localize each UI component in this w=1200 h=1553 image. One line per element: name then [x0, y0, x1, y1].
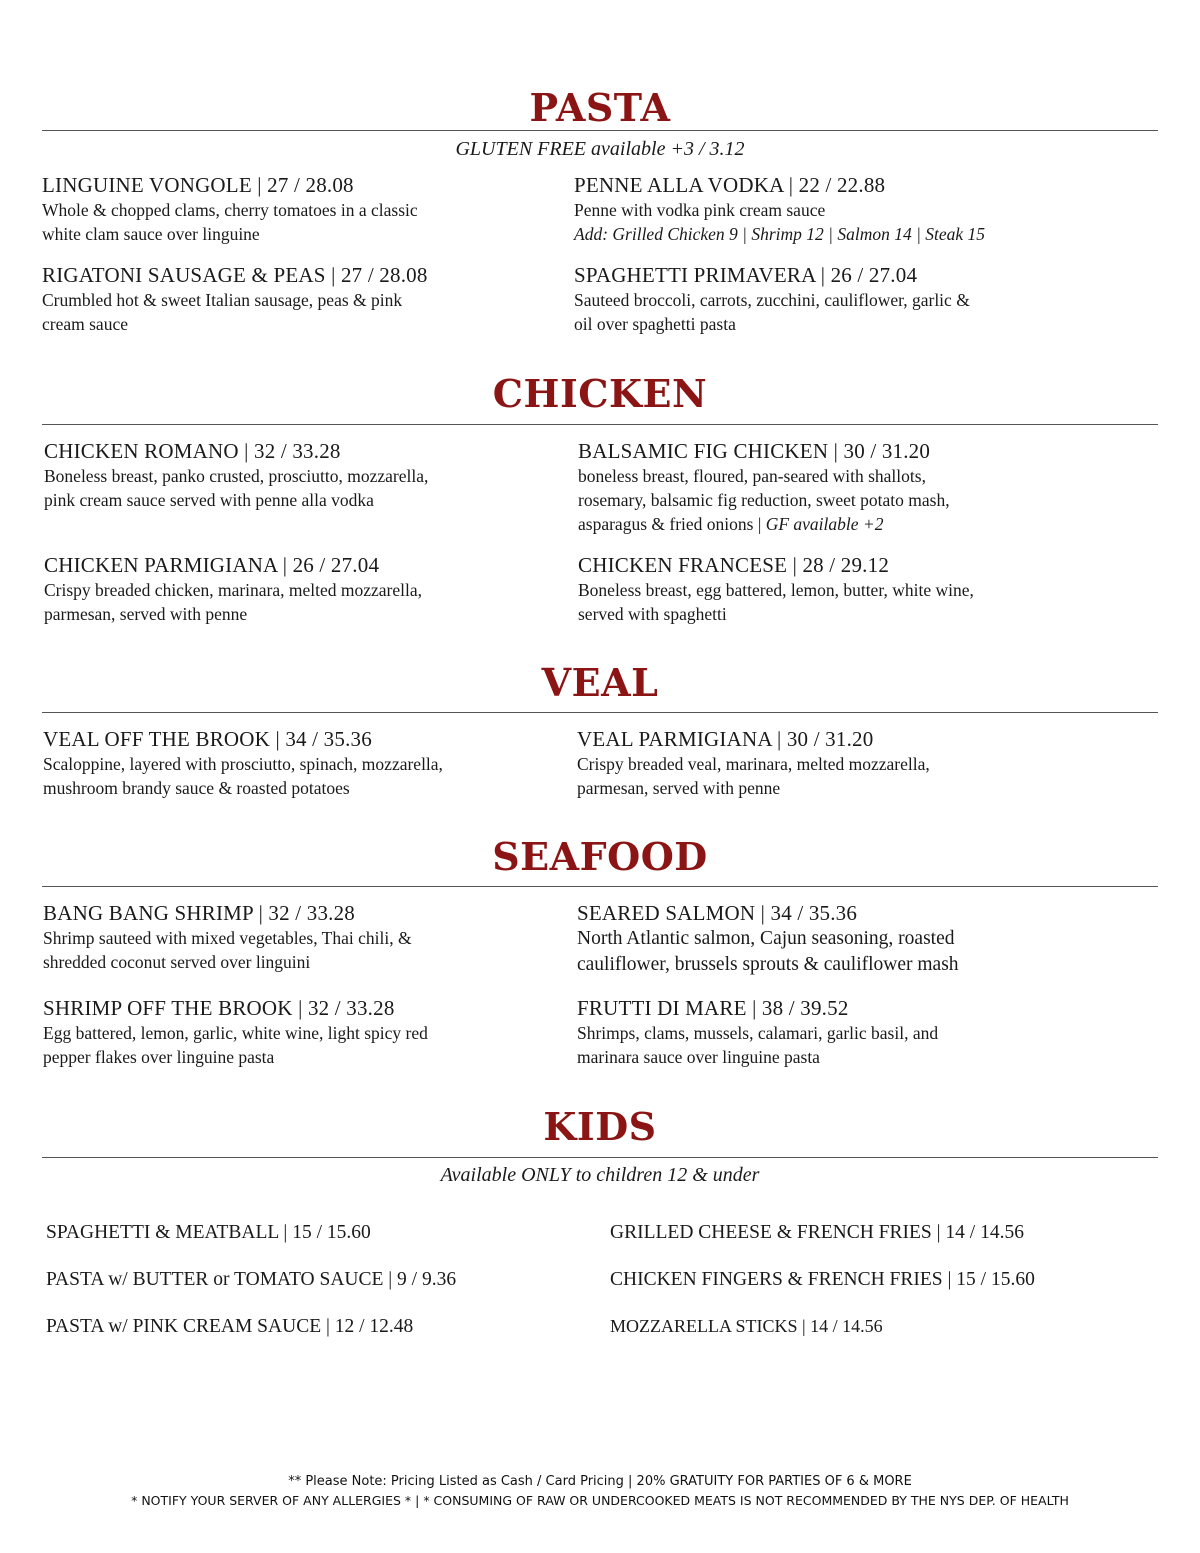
menu-item-chicken-francese	[578, 552, 974, 626]
item-description: cream sauce	[42, 314, 128, 334]
pricing-note: ** Please Note: Pricing Listed as Cash / Card Pricing | 20% GRATUITY FOR PARTIES OF 6 & MORE	[288, 1474, 912, 1489]
kids-item: PASTA w/ PINK CREAM SAUCE | 12 / 12.48	[46, 1316, 414, 1337]
item-description: parmesan, served with penne	[44, 604, 248, 624]
item-description: Shrimps, clams, mussels, calamari, garlic basil, and	[577, 1023, 939, 1043]
menu-item-balsamic-fig-chicken	[578, 438, 950, 536]
item-description	[578, 512, 950, 536]
kids-item: CHICKEN FINGERS & FRENCH FRIES | 15 / 15.60	[610, 1269, 1035, 1290]
menu-item-penne-alla-vodka	[574, 172, 985, 246]
item-description: Crumbled hot & sweet Italian sausage, peas & pink	[42, 290, 403, 310]
menu-item-veal-parmigiana	[577, 726, 930, 800]
item-description-end: asparagus & fried onions |	[578, 514, 766, 534]
item-description: Crispy breaded veal, marinara, melted mozzarella,	[577, 754, 930, 774]
item-name: LINGUINE VONGOLE | 27 / 28.08	[42, 173, 354, 197]
kids-subtitle: Available ONLY to children 12 & under	[440, 1164, 760, 1186]
menu-item-veal-off-the-brook	[43, 726, 443, 800]
item-name: PENNE ALLA VODKA | 22 / 22.88	[574, 173, 886, 197]
item-description: Boneless breast, egg battered, lemon, butter, white wine,	[578, 580, 974, 600]
menu-item-rigatoni-sausage-peas	[42, 262, 428, 336]
item-name: SHRIMP OFF THE BROOK | 32 / 33.28	[43, 996, 395, 1020]
pasta-title: PASTA	[529, 85, 671, 130]
kids-item: MOZZARELLA STICKS | 14 / 14.56	[610, 1316, 883, 1336]
menu-item-chicken-parmigiana	[44, 552, 422, 626]
item-name: CHICKEN ROMANO | 32 / 33.28	[44, 439, 341, 463]
item-name: SPAGHETTI PRIMAVERA | 26 / 27.04	[574, 263, 918, 287]
pasta-divider	[42, 130, 1158, 131]
menu-item-spaghetti-primavera	[574, 262, 970, 336]
item-description: rosemary, balsamic fig reduction, sweet potato mash,	[578, 490, 950, 510]
kids-title: KIDS	[543, 1104, 657, 1149]
veal-divider	[42, 712, 1158, 713]
item-description: mushroom brandy sauce & roasted potatoes	[43, 778, 350, 798]
item-description: marinara sauce over linguine pasta	[577, 1047, 820, 1067]
item-description: Penne with vodka pink cream sauce	[574, 200, 826, 220]
seafood-title: SEAFOOD	[492, 834, 708, 879]
chicken-divider	[42, 424, 1158, 425]
item-description: Whole & chopped clams, cherry tomatoes in a classic	[42, 200, 418, 220]
item-description: pepper flakes over linguine pasta	[43, 1047, 275, 1067]
item-name: BANG BANG SHRIMP | 32 / 33.28	[43, 901, 356, 925]
veal-title: VEAL	[541, 660, 659, 705]
item-name: CHICKEN PARMIGIANA | 26 / 27.04	[44, 553, 380, 577]
item-description: oil over spaghetti pasta	[574, 314, 736, 334]
kids-item: GRILLED CHEESE & FRENCH FRIES | 14 / 14.56	[610, 1222, 1024, 1243]
menu-item-seared-salmon	[577, 900, 959, 978]
item-description: served with spaghetti	[578, 604, 727, 624]
item-description: white clam sauce over linguine	[42, 224, 260, 244]
item-name: CHICKEN FRANCESE | 28 / 29.12	[578, 553, 890, 577]
item-name: VEAL PARMIGIANA | 30 / 31.20	[577, 727, 874, 751]
gluten-free-note: GF available +2	[765, 514, 884, 534]
item-description: boneless breast, floured, pan-seared with shallots,	[578, 466, 926, 486]
seafood-divider	[42, 886, 1158, 887]
item-name: RIGATONI SAUSAGE & PEAS | 27 / 28.08	[42, 263, 428, 287]
menu-item-bang-bang-shrimp	[43, 900, 412, 974]
menu-item-frutti-di-mare	[577, 995, 938, 1069]
item-description: Boneless breast, panko crusted, prosciutto, mozzarella,	[44, 466, 429, 486]
item-name: FRUTTI DI MARE | 38 / 39.52	[577, 996, 849, 1020]
item-description: Egg battered, lemon, garlic, white wine, light spicy red	[43, 1023, 428, 1043]
item-description: North Atlantic salmon, Cajun seasoning, roasted	[577, 928, 955, 949]
item-description: cauliflower, brussels sprouts & cauliflower mash	[577, 954, 959, 975]
kids-item: PASTA w/ BUTTER or TOMATO SAUCE | 9 / 9.36	[46, 1269, 457, 1290]
item-name: BALSAMIC FIG CHICKEN | 30 / 31.20	[578, 439, 931, 463]
item-name: SEARED SALMON | 34 / 35.36	[577, 901, 858, 925]
item-description: shredded coconut served over linguini	[43, 952, 311, 972]
menu-item-linguine-vongole	[42, 172, 418, 246]
item-description: Crispy breaded chicken, marinara, melted mozzarella,	[44, 580, 423, 600]
menu-item-chicken-romano	[44, 438, 428, 512]
kids-divider	[42, 1157, 1158, 1158]
allergy-note: * NOTIFY YOUR SERVER OF ANY ALLERGIES * | * CONSUMING OF RAW OR UNDERCOOKED MEATS IS NOT RECOMMENDED BY THE NYS DEP. OF HEALTH	[131, 1493, 1069, 1508]
item-description: pink cream sauce served with penne alla vodka	[44, 490, 374, 510]
item-description: Scaloppine, layered with prosciutto, spinach, mozzarella,	[43, 754, 443, 774]
item-description: Sauteed broccoli, carrots, zucchini, cauliflower, garlic &	[574, 290, 970, 310]
item-name: VEAL OFF THE BROOK | 34 / 35.36	[43, 727, 372, 751]
item-description: Shrimp sauteed with mixed vegetables, Thai chili, &	[43, 928, 412, 948]
menu-item-shrimp-off-the-brook	[43, 995, 428, 1069]
item-description: parmesan, served with penne	[577, 778, 781, 798]
kids-item: SPAGHETTI & MEATBALL | 15 / 15.60	[46, 1222, 371, 1243]
chicken-title: CHICKEN	[492, 371, 708, 416]
pasta-subtitle: GLUTEN FREE available +3 / 3.12	[455, 138, 745, 160]
item-addons: Add: Grilled Chicken 9 | Shrimp 12 | Salmon 14 | Steak 15	[574, 224, 986, 244]
